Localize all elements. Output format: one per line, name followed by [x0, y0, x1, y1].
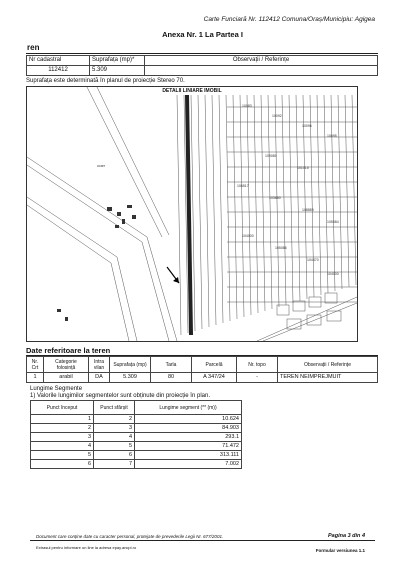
- table-row: [27, 373, 378, 383]
- cell-end: 4: [94, 433, 135, 442]
- parcel-line: [317, 95, 321, 295]
- col-suprafata: Suprafața (mp)*: [90, 56, 145, 66]
- cell-start: 3: [31, 433, 94, 442]
- col-observatii: Observații / Referințe: [145, 56, 378, 66]
- cell-start: 2: [31, 424, 94, 433]
- segments-header: [31, 401, 242, 415]
- col-lungime: Lungime segment (** (m)): [135, 401, 242, 415]
- parcel-line: [240, 95, 244, 317]
- col-nr-cadastral: Nr cadastral: [27, 56, 90, 66]
- table-row: [31, 442, 242, 451]
- table-row: [31, 460, 242, 469]
- cell-length: 71.472: [135, 442, 242, 451]
- parcel-line: [261, 95, 265, 311]
- footer-info: Extrasul pentru informare on line la adresa epay.ancpi.ro: [36, 545, 137, 550]
- cadastral-map: [26, 86, 358, 342]
- table-row: [31, 415, 242, 424]
- col-nr-crt: Nr. Crt: [27, 357, 44, 373]
- col-parcela: Parcelă: [192, 357, 237, 373]
- annex-title: Anexa Nr. 1 La Partea I: [162, 30, 243, 39]
- segments-subtitle: 1) Valorile lungimilor segmentelor sunt obținute din proiecție în plan.: [30, 393, 210, 399]
- cell-start: 6: [31, 460, 94, 469]
- table-row: [31, 433, 242, 442]
- map-label: 101015: [297, 166, 309, 170]
- cell-suprafata: 5.309: [110, 373, 151, 383]
- parcel-line: [331, 95, 335, 291]
- map-label: 103680: [269, 196, 281, 200]
- cell-end: 2: [94, 415, 135, 424]
- footer-disclaimer: Document care conține date cu caracter personal, protejate de prevederile Legii Nr. 677/2001.: [36, 534, 224, 539]
- parcel-line: [268, 95, 272, 309]
- parcel-line: [177, 95, 181, 335]
- parcel-line: [324, 95, 328, 293]
- map-label: ocarr: [97, 164, 105, 168]
- cell-start: 1: [31, 415, 94, 424]
- cell-length: 84.903: [135, 424, 242, 433]
- col-nr-topo: Nr. topo: [237, 357, 278, 373]
- table-row: [31, 451, 242, 460]
- parcel-line: [282, 95, 286, 305]
- col-observatii: Observații / Referințe: [278, 357, 378, 373]
- cell-length: 7.002: [135, 460, 242, 469]
- map-label: 106517: [237, 184, 249, 188]
- table-row: [31, 424, 242, 433]
- cell-end: 6: [94, 451, 135, 460]
- cell-nr-topo: -: [237, 373, 278, 383]
- form-version: Formular versiunea 1.1: [315, 548, 365, 553]
- cell-intravilan: DA: [89, 373, 110, 383]
- col-tarla: Tarla: [151, 357, 192, 373]
- carte-funciara-header: Carte Funciară Nr. 112412 Comuna/Oraș/Municipiu: Agigea: [203, 16, 375, 23]
- date-referitoare-table: [26, 356, 378, 383]
- section-divider: [26, 53, 378, 54]
- parcel-line: [254, 95, 258, 313]
- parcel-line: [352, 95, 356, 285]
- parcel-line: [212, 95, 216, 325]
- table-row: [27, 66, 378, 76]
- segments-title: Lungime Segmente: [30, 386, 83, 392]
- page-number: Pagina 3 din 4: [328, 533, 365, 539]
- map-drawing: [27, 87, 357, 341]
- map-label: 10092: [272, 114, 282, 118]
- cell-nr-cadastral: 112412: [27, 66, 90, 76]
- date-referitoare-header: [27, 357, 378, 373]
- cell-observatii: TEREN NEIMPREJMUIT: [278, 373, 378, 383]
- cell-observatii: [145, 66, 378, 76]
- teren-table: [26, 55, 378, 76]
- cell-length: 10.624: [135, 415, 242, 424]
- map-label: 109080: [265, 154, 277, 158]
- map-label: 10095: [327, 134, 337, 138]
- map-label: 104000: [327, 272, 339, 276]
- parcel-line: [275, 95, 279, 307]
- col-suprafata: Suprafața (mp): [110, 357, 151, 373]
- map-label: 108889: [302, 208, 314, 212]
- footer-divider: [30, 540, 375, 541]
- cell-end: 7: [94, 460, 135, 469]
- cell-categorie: arabil: [44, 373, 89, 383]
- col-punct-inceput: Punct început: [31, 401, 94, 415]
- map-label: 105086: [275, 246, 287, 250]
- cell-suprafata: 5.309: [90, 66, 145, 76]
- cell-end: 3: [94, 424, 135, 433]
- cell-tarla: 80: [151, 373, 192, 383]
- parcel-line: [233, 95, 237, 319]
- date-referitoare-title: Date referitoare la teren: [26, 346, 111, 355]
- cell-nr-crt: 1: [27, 373, 44, 383]
- map-label: 105084: [327, 220, 339, 224]
- cell-end: 5: [94, 442, 135, 451]
- cell-parcela: A 347/24: [192, 373, 237, 383]
- parcel-line: [345, 95, 349, 287]
- col-intravilan: Intra vilan: [89, 357, 110, 373]
- map-label: 10083: [242, 104, 252, 108]
- projection-note: Suprafața este determinată în planul de proiecție Stereo 70.: [26, 78, 185, 84]
- parcel-line: [247, 95, 251, 315]
- map-title: DETALII LINIARE IMOBIL: [162, 88, 222, 94]
- parcel-line: [198, 95, 202, 329]
- parcel-line: [205, 95, 209, 327]
- segments-table: [30, 400, 242, 469]
- parcel-line: [338, 95, 342, 289]
- parcel-line: [219, 95, 223, 323]
- map-label: 10096: [302, 124, 312, 128]
- section-title: ren: [27, 43, 40, 52]
- map-label: 104470: [307, 258, 319, 262]
- map-label: 104000: [242, 234, 254, 238]
- col-categorie: Categorie folosință: [44, 357, 89, 373]
- cell-start: 5: [31, 451, 94, 460]
- cell-length: 313.111: [135, 451, 242, 460]
- parcel-line: [296, 95, 300, 301]
- col-punct-sfarsit: Punct sfârșit: [94, 401, 135, 415]
- cell-start: 4: [31, 442, 94, 451]
- cell-length: 293.1: [135, 433, 242, 442]
- teren-table-header: [27, 56, 378, 66]
